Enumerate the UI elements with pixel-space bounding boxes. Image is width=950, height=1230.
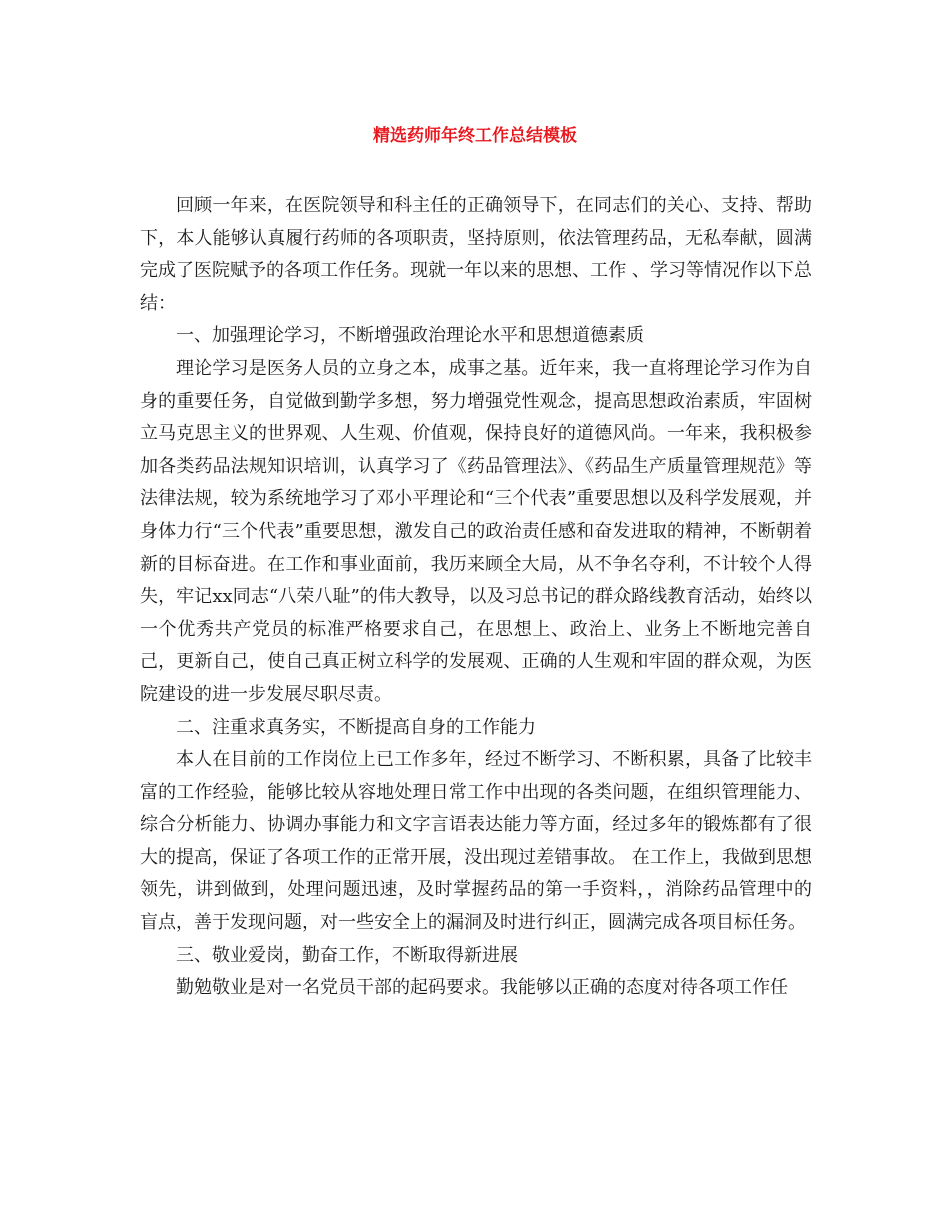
paragraph-section-3: 勤勉敬业是对一名党员干部的起码要求。我能够以正确的态度对待各项工作任 xyxy=(176,977,788,999)
paragraph-section-2: 本人在目前的工作岗位上已工作多年，经过不断学习、不断积累，具备了比较丰富的工作经验，能够比较从容地处理日常工作中出现的各类问题，在组织管理能力、综合分析能力、协调办事能力和文字言语表达能力等方面，经过多年的锻炼都有了很大的提高，保证了各项工作的正常开展，没出现过差错事故。 在工作上，我做到思想领先，讲到做到，处理问题迅速，及时掌握药品的第一手资料，，消除药品管理中的盲点，善于发现问题，对一些安全上的漏洞及时进行纠正，圆满完成各项目标任务。 xyxy=(140,749,812,934)
paragraph-section-1: 理论学习是医务人员的立身之本，成事之基。近年来，我一直将理论学习作为自身的重要任务，自觉做到勤学多想，努力增强党性观念，提高思想政治素质，牢固树立马克思主义的世界观、人生观、价值观，保持良好的道德风尚。一年来，我积极参加各类药品法规知识培训，认真学习了《药品管理法》、《药品生产质量管理规范》等法律法规，较为系统地学习了邓小平理论和“三个代表”重要思想以及科学发展观，并身体力行“三个代表”重要思想，激发自己的政治责任感和奋发进取的精神，不断朝着新的目标奋进。在工作和事业面前，我历来顾全大局，从不争名夺利，不计较个人得失，牢记xx同志“八荣八耻”的伟大教导，以及习总书记的群众路线教育活动，始终以一个优秀共产党员的标准严格要求自己，在思想上、政治上、业务上不断地完善自己，更新自己，使自己真正树立科学的发展观、正确的人生观和牢固的群众观，为医院建设的进一步发展尽职尽责。 xyxy=(140,357,812,705)
section-heading-1: 一、加强理论学习，不断增强政治理论水平和思想道德素质 xyxy=(176,325,644,347)
document-body xyxy=(140,190,812,1005)
section-heading-2: 二、注重求真务实，不断提高自身的工作能力 xyxy=(176,716,536,738)
section-heading-3: 三、敬业爱岗，勤奋工作，不断取得新进展 xyxy=(176,944,518,966)
document-title: 精选药师年终工作总结模板 xyxy=(373,126,577,146)
paragraph-intro: 回顾一年来，在医院领导和科主任的正确领导下，在同志们的关心、支持、帮助下，本人能够认真履行药师的各项职责，坚持原则，依法管理药品，无私奉献，圆满完成了医院赋予的各项工作任务。现就一年以来的思想、工作 、学习等情况作以下总结： xyxy=(140,195,812,314)
